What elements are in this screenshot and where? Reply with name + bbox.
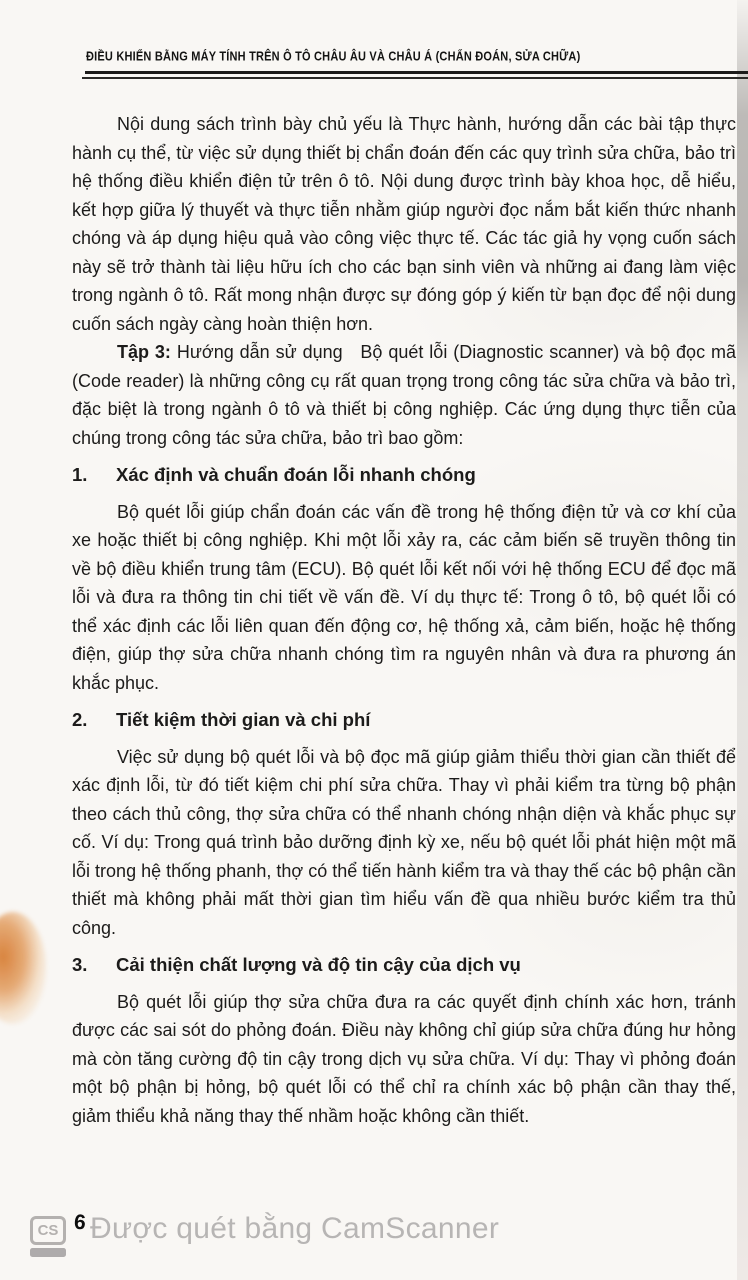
scan-edge-shadow [737,0,748,1280]
section-3-number: 3. [72,954,88,975]
camscanner-cs-icon: CS [30,1216,66,1245]
tap3-label: Tập 3: [117,342,171,362]
header-rule-thin [82,77,748,79]
section-2-number: 2. [72,709,88,730]
section-3-heading [72,951,736,980]
page-number: 6 [73,1210,87,1235]
camscanner-logo [30,1216,66,1258]
section-3-body: Bộ quét lỗi giúp thợ sửa chữa đưa ra các quyết định chính xác hơn, tránh được các sai sót do phỏng đoán. Điều này không chỉ giúp sửa chữa đúng hư hỏng mà còn tăng cường độ tin cậy trong dịch vụ sửa chữa. Ví dụ: Thay vì phỏng đoán một bộ phận bị hỏng, bộ quét lỗi có thể chỉ ra chính xác bộ phận cần thay thế, giảm thiểu khả năng thay thế nhầm hoặc không cần thiết. [72,991,736,1126]
section-1-title: Xác định và chuẩn đoán lỗi nhanh chóng [116,464,476,485]
section-1-body: Bộ quét lỗi giúp chẩn đoán các vấn đề trong hệ thống điện tử và cơ khí của xe hoặc thiết bị công nghiệp. Khi một lỗi xảy ra, các cảm biến sẽ truyền thông tin về bộ điều khiển trung tâm (ECU). Bộ quét lỗi kết nối với hệ thống ECU để đọc mã lỗi và đưa ra thông tin chi tiết về vấn đề. Ví dụ thực tế: Trong ô tô, bộ quét lỗi có thể xác định các lỗi liên quan đến động cơ, hệ thống xả, cảm biến, hoặc hệ thống điện, giúp thợ sửa chữa nhanh chóng tìm ra nguyên nhân và đưa ra phương án khắc phục. [72,501,736,693]
camscanner-logo-bar [30,1248,66,1257]
tap3-text: Hướng dẫn sử dụng Bộ quét lỗi (Diagnostic scanner) và bộ đọc mã (Code reader) là những công cụ rất quan trọng trong công tác sửa chữa và bảo trì, đặc biệt là trong ngành ô tô và thiết bị công nghiệp. Các ứng dụng thực tiễn của chúng trong công tác sửa chữa, bảo trì bao gồm: [72,342,736,448]
section-1-heading [72,461,736,490]
tap3-paragraph [72,338,736,452]
section-3-title: Cải thiện chất lượng và độ tin cậy của dịch vụ [116,954,521,975]
section-2-title: Tiết kiệm thời gian và chi phí [116,709,371,730]
section-1-number: 1. [72,464,88,485]
camscanner-watermark-text: Được quét bằng CamScanner [90,1212,500,1245]
page-body [72,110,736,1130]
scan-artifact-orange [0,912,46,1024]
section-2-body: Việc sử dụng bộ quét lỗi và bộ đọc mã giúp giảm thiểu thời gian cần thiết để xác định lỗi, từ đó tiết kiệm chi phí sửa chữa. Thay vì phải kiểm tra từng bộ phận theo cách thủ công, thợ sửa chữa có thể nhanh chóng nhận diện và khắc phục sự cố. Ví dụ: Trong quá trình bảo dưỡng định kỳ xe, nếu bộ quét lỗi phát hiện một mã lỗi trong hệ thống phanh, thợ có thể tiến hành kiểm tra và thay thế các bộ phận cần thiết mà không phải mất thời gian tìm hiểu vấn đề qua nhiều bước kiểm tra thủ công. [72,746,736,938]
intro-paragraph: Nội dung sách trình bày chủ yếu là Thực hành, hướng dẫn các bài tập thực hành cụ thể, từ việc sử dụng thiết bị chẩn đoán đến các quy trình sửa chữa, bảo trì hệ thống điều khiển điện tử trên ô tô. Nội dung được trình bày khoa học, dễ hiểu, kết hợp giữa lý thuyết và thực tiễn nhằm giúp người đọc nắm bắt kiến thức nhanh chóng và áp dụng hiệu quả vào công việc thực tế. Các tác giả hy vọng cuốn sách này sẽ trở thành tài liệu hữu ích cho các bạn sinh viên và những ai đang làm việc trong ngành ô tô. Rất mong nhận được sự đóng góp ý kiến từ bạn đọc để nội dung cuốn sách ngày càng hoàn thiện hơn. [72,114,736,334]
section-2-heading [72,706,736,735]
running-header: ĐIỀU KHIỂN BẰNG MÁY TÍNH TRÊN Ô TÔ CHÂU ÂU VÀ CHÂU Á (CHẨN ĐOÁN, SỬA CHỮA) [86,50,581,64]
header-rule-thick [85,71,748,74]
